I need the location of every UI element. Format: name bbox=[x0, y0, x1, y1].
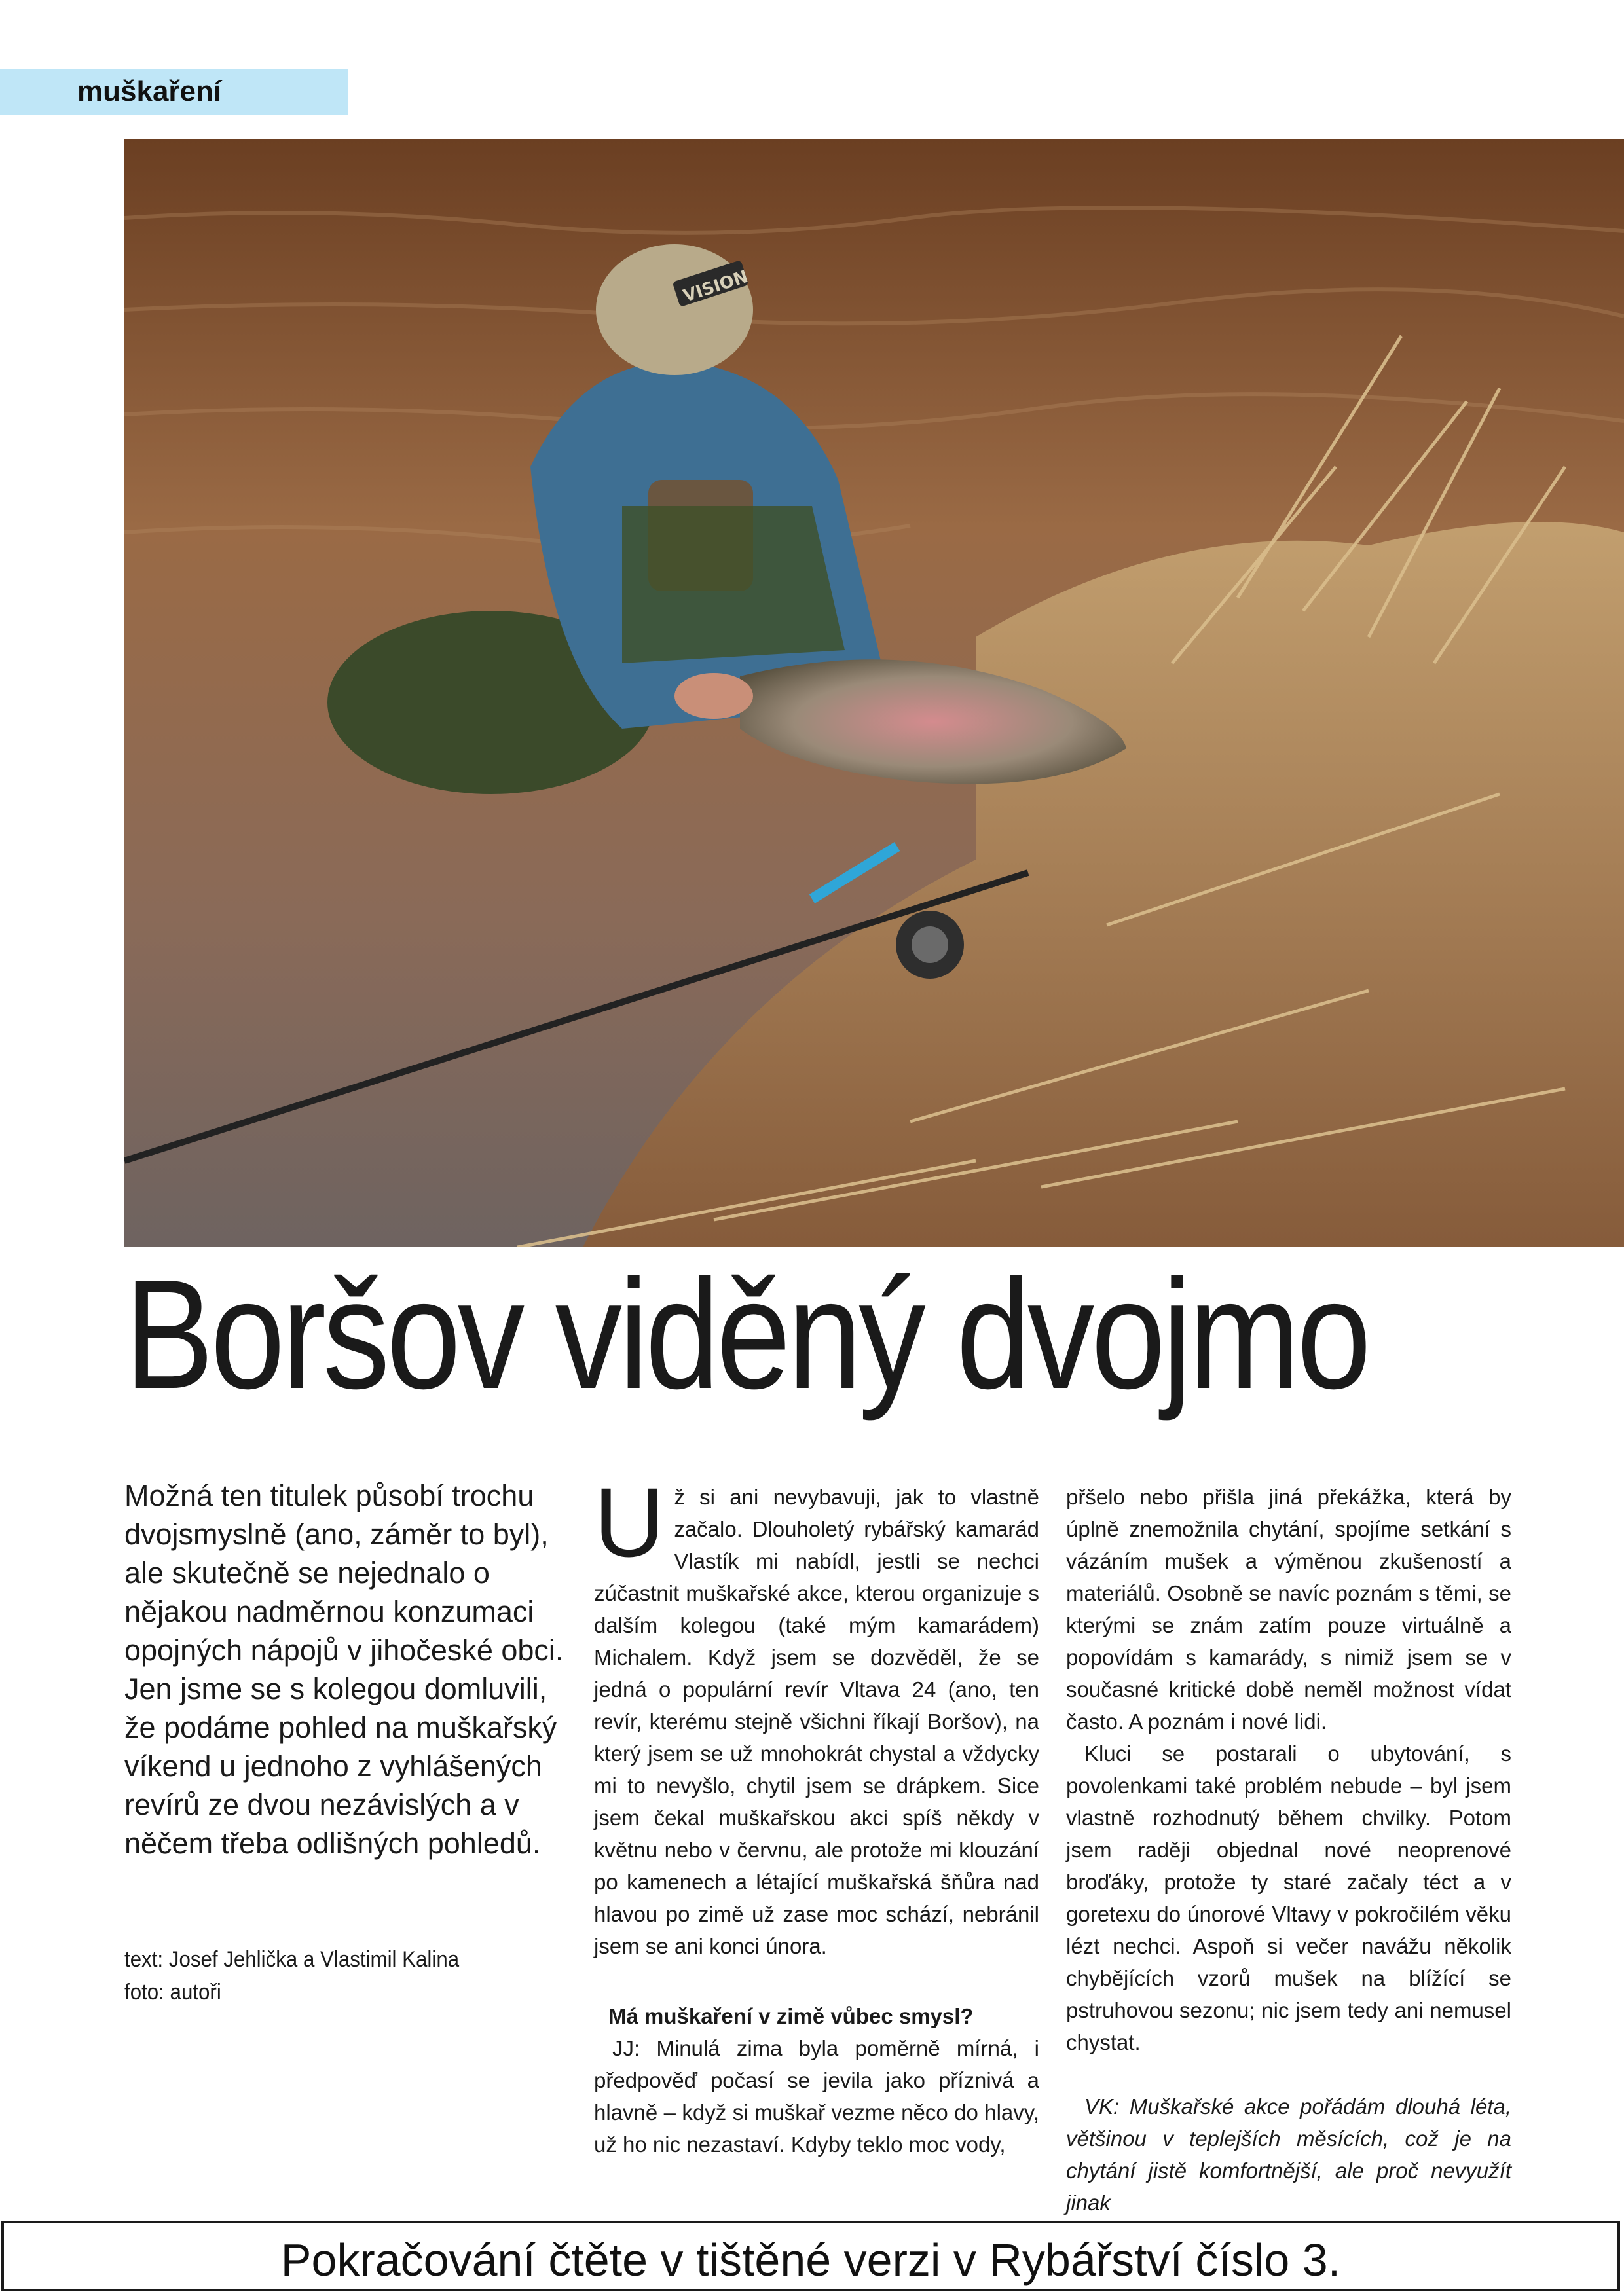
body-paragraph-1-text: ž si ani nevybavuji, jak to vlastně začalo. Dlouholetý rybářský kamarád Vlastík mi nabídl, jestli se nechci zúčastnit muškařské akce, kterou organizuje s dalším kolegou (také mým kamarádem) Michalem. Když jsem se dozvěděl, že se jedná o populární revír Vltava 24 (ano, ten revír, kterému stejně všichni říkají Boršov), na který jsem se už mnohokrát chystal a vždycky mi to nevyšlo, chytil jsem se drápkem. Sice jsem čekal muškařskou akci spíš někdy v květnu nebo v červnu, ale protože mi klouzání po kamenech a létající muškařská šňůra nad hlavou po zimě už zase moc schází, nebránil jsem se ani konci února. bbox=[594, 1485, 1039, 1958]
body-paragraph-2-continued: přšelo nebo přišla jiná překážka, která by úplně znemožnila chytání, spojíme setkání s vázáním mušek a výměnou zkušeností a materiálů. Osobně se navíc poznám s těmi, se kterými se znám zatím pouze virtuálně a popovídám s kamarády, s nimiž jsem se v současné kritické době neměl možnost vídat často. A poznám i nové lidi. bbox=[1066, 1485, 1511, 1734]
lead-paragraph bbox=[124, 1476, 570, 1863]
section-label: muškaření bbox=[77, 75, 222, 107]
body-paragraph-1 bbox=[594, 1467, 1039, 1962]
headline: Boršov viděný dvojmo bbox=[124, 1248, 1369, 1421]
article-photo bbox=[124, 139, 1624, 1247]
drop-cap: U bbox=[594, 1467, 665, 1577]
subheading: Má muškaření v zimě vůbec smysl? bbox=[608, 2004, 974, 2028]
body-column-right bbox=[1066, 1481, 1511, 2219]
body-paragraph-2: JJ: Minulá zima byla poměrně mírná, i předpověď počasí se jevila jako příznivá a hlavně – když si muškař vezme něco do hlavy, už ho nic nezastaví. Kdyby teklo moc vody, bbox=[594, 2036, 1039, 2157]
svg-text:VISION: VISION bbox=[680, 266, 751, 306]
continuation-banner bbox=[1, 2221, 1620, 2291]
section-tag bbox=[0, 69, 348, 115]
body-paragraph-3: Kluci se postarali o ubytování, s povolenkami také problém nebude – byl jsem vlastně rozhodnutý během chvilky. Potom jsem raději objednal nové neoprenové broďáky, protože ty staré začaly téct a v goretexu do únorové Vltavy v pokročilém věku lézt nechci. Aspoň si večer navážu několik chybějících vzorů mušek na blížící se pstruhovou sezonu; nic jsem tedy ani nemusel chystat. bbox=[1066, 1741, 1511, 2054]
text-credit: text: Josef Jehlička a Vlastimil Kalina bbox=[124, 1947, 460, 1972]
continuation-text: Pokračování čtěte v tištěné verzi v Rybářství číslo 3. bbox=[280, 2234, 1341, 2286]
body-column-middle bbox=[594, 1467, 1039, 2160]
photo-credit: foto: autoři bbox=[124, 1980, 221, 2005]
credits bbox=[124, 1943, 570, 2009]
lead-text: Možná ten titulek působí trochu dvojsmyslně (ano, záměr to byl), ale skutečně se nejednalo o nějakou nadměrnou konzumaci opojných nápojů v jihočeské obci. Jen jsme se s kolegou domluvili, že podáme pohled na muškařský víkend u jednoho z vyhlášených revírů ze dvou nezávislých a v něčem třeba odlišných pohledů. bbox=[124, 1479, 564, 1860]
body-paragraph-4: VK: Muškařské akce pořádám dlouhá léta, většinou v teplejších měsících, což je na chytání jistě komfortnější, ale proč nevyužít jinak bbox=[1066, 2094, 1511, 2215]
